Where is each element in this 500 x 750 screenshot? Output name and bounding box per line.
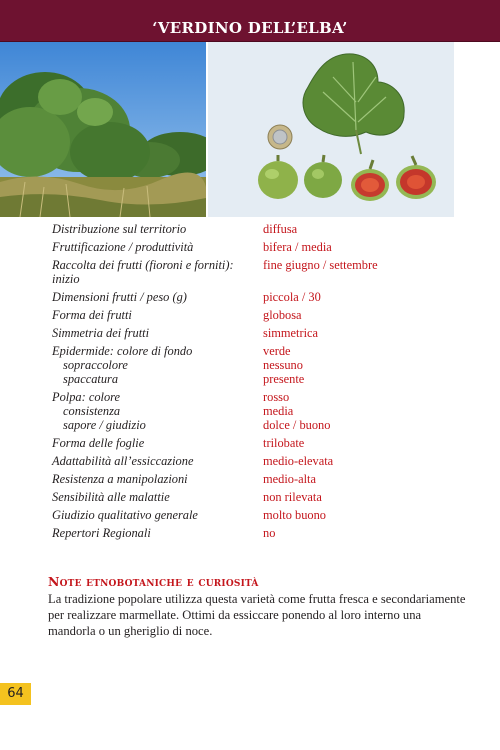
fig-tree-photo (0, 42, 206, 217)
table-row (52, 508, 472, 522)
row-label-line: inizio (52, 272, 80, 286)
row-value-line: rosso (263, 390, 290, 404)
row-label-line: Polpa: colore (52, 390, 121, 404)
row-value (263, 490, 322, 504)
row-label-line: sapore / giudizio (63, 418, 146, 432)
row-label (52, 526, 263, 540)
row-value-line: trilobate (263, 436, 305, 450)
row-value-line: diffusa (263, 222, 298, 236)
row-value-line: bifera / media (263, 240, 332, 254)
row-value (263, 390, 330, 432)
row-value-line: medio-elevata (263, 454, 334, 468)
row-label (52, 258, 263, 286)
row-value-line: no (263, 526, 276, 540)
row-value-line: fine giugno / settembre (263, 258, 378, 272)
table-row (52, 454, 472, 468)
row-value-line: verde (263, 344, 291, 358)
row-value-line: simmetrica (263, 326, 319, 340)
row-label-line: Forma delle foglie (52, 436, 145, 450)
table-row (52, 240, 472, 254)
table-row (52, 326, 472, 340)
row-label (52, 472, 263, 486)
table-row (52, 222, 472, 236)
row-value-line: non rilevata (263, 490, 322, 504)
row-label (52, 308, 263, 322)
row-label (52, 436, 263, 450)
row-value-line: media (263, 404, 294, 418)
row-value (263, 344, 304, 386)
row-label (52, 344, 263, 386)
table-row (52, 390, 472, 432)
row-value-line: dolce / buono (263, 418, 331, 432)
row-value-line: piccola / 30 (263, 290, 321, 304)
row-value (263, 454, 333, 468)
row-label-line: Resistenza a manipolazioni (52, 472, 188, 486)
row-label-line: Distribuzione sul territorio (52, 222, 187, 236)
row-value (263, 508, 326, 522)
table-row (52, 490, 472, 504)
row-label-line: Simmetria dei frutti (52, 326, 150, 340)
table-row (52, 472, 472, 486)
notes-body: La tradizione popolare utilizza questa varietà come frutta fresca e secondariamente per realizzare marmellate. Ottimi da essiccare ponendo al loro interno una mandorla o un gheriglio di noce. (48, 592, 466, 638)
row-label (52, 290, 263, 304)
row-label-line: Fruttificazione / produttività (52, 240, 194, 254)
row-label-line: Giudizio qualitativo generale (52, 508, 198, 522)
row-label (52, 490, 263, 504)
row-label-line: Dimensioni frutti / peso (g) (52, 290, 187, 304)
row-label-line: Raccolta dei frutti (fioroni e forniti): (52, 258, 234, 272)
table-row (52, 290, 472, 304)
row-label (52, 326, 263, 340)
row-value-line: nessuno (263, 358, 303, 372)
row-label-line: Epidermide: colore di fondo (52, 344, 193, 358)
table-row (52, 258, 472, 286)
row-value (263, 290, 321, 304)
page-number: 64 (0, 683, 31, 705)
row-label-line: spaccatura (63, 372, 119, 386)
row-value (263, 240, 332, 254)
row-value (263, 472, 316, 486)
row-label (52, 508, 263, 522)
table-row (52, 344, 472, 386)
row-value (263, 308, 302, 322)
row-value (263, 436, 304, 450)
row-label (52, 454, 263, 468)
page-title: ‘VERDINO DELL’ELBA’ (152, 19, 348, 37)
row-value-line: molto buono (263, 508, 326, 522)
row-label-line: Sensibilità alle malattie (52, 490, 170, 504)
row-label-line: consistenza (63, 404, 121, 418)
row-value (263, 326, 318, 340)
row-label (52, 390, 263, 432)
row-value-line: presente (263, 372, 305, 386)
notes-heading: Note etnobotaniche e curiosità (48, 574, 259, 589)
row-label-line: Repertori Regionali (52, 526, 151, 540)
row-value-line: globosa (263, 308, 302, 322)
row-value (263, 258, 378, 286)
table-row (52, 308, 472, 322)
characteristics-table (52, 222, 472, 544)
row-label (52, 222, 263, 236)
row-label-line: sopraccolore (63, 358, 128, 372)
row-label (52, 240, 263, 254)
row-value-line: medio-alta (263, 472, 316, 486)
row-label-line: Forma dei frutti (52, 308, 132, 322)
table-row (52, 526, 472, 540)
row-label-line: Adattabilità all’essiccazione (52, 454, 194, 468)
row-value (263, 526, 275, 540)
row-value (263, 222, 297, 236)
fig-fruit-photo (208, 42, 454, 217)
table-row (52, 436, 472, 450)
